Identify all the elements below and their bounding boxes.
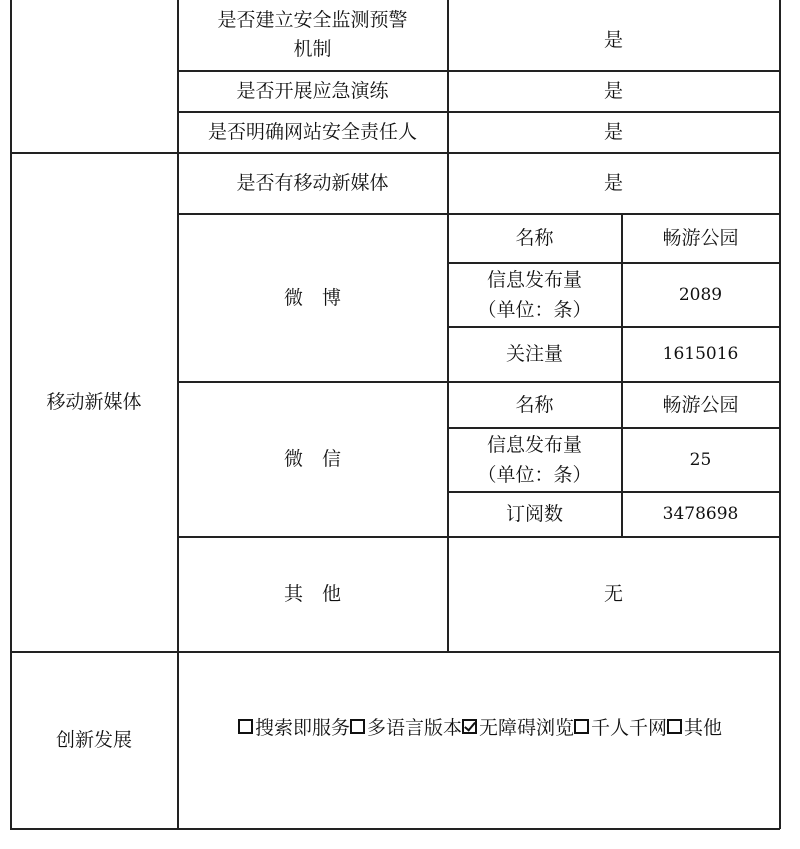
weibo-name-value: 畅游公园 xyxy=(662,227,739,249)
wechat-posts-value: 25 xyxy=(689,449,712,470)
checkbox-unchecked-icon[interactable] xyxy=(238,719,253,734)
weibo-followers-label: 关注量 xyxy=(505,343,563,365)
monitoring-value: 是 xyxy=(603,29,623,51)
option-label: 搜索即服务 xyxy=(254,716,350,739)
responsible-label: 是否明确网站安全责任人 xyxy=(207,121,417,143)
checkbox-unchecked-icon[interactable] xyxy=(574,719,589,734)
innovation-section-label: 创新发展 xyxy=(55,729,132,751)
monitoring-label: 是否建立安全监测预警 机制 xyxy=(217,9,408,60)
option-accessible-browsing[interactable] xyxy=(462,713,574,740)
wechat-name-value: 畅游公园 xyxy=(662,393,739,416)
option-other[interactable] xyxy=(667,713,722,740)
has-new-media-label: 是否有移动新媒体 xyxy=(236,172,389,194)
has-new-media-value: 是 xyxy=(603,172,623,194)
other-value: 无 xyxy=(603,583,623,605)
responsible-value: 是 xyxy=(603,121,623,143)
wechat-posts-label: 信息发布量 （单位：条） xyxy=(477,433,592,486)
weibo-posts-value: 2089 xyxy=(678,284,723,305)
weibo-followers-value: 1615016 xyxy=(662,344,739,364)
checkbox-checked-icon[interactable] xyxy=(462,719,477,734)
checkbox-unchecked-icon[interactable] xyxy=(350,719,365,734)
option-label: 其他 xyxy=(684,716,723,739)
row-line xyxy=(10,828,780,830)
checkbox-unchecked-icon[interactable] xyxy=(667,719,682,734)
new-media-section-label: 移动新媒体 xyxy=(46,391,142,413)
option-label: 千人千网 xyxy=(591,716,668,739)
drill-label: 是否开展应急演练 xyxy=(236,80,389,102)
wechat-name-label: 名称 xyxy=(515,393,554,416)
wechat-subscribers-value: 3478698 xyxy=(662,504,739,524)
other-label: 其 他 xyxy=(283,583,341,605)
option-multilingual[interactable] xyxy=(350,713,462,740)
option-label: 多语言版本 xyxy=(366,716,462,739)
weibo-name-label: 名称 xyxy=(515,227,554,249)
innovation-options xyxy=(180,708,780,744)
weibo-posts-label: 信息发布量 （单位：条） xyxy=(477,268,592,321)
wechat-label: 微 信 xyxy=(283,448,341,470)
option-search-as-service[interactable] xyxy=(238,713,350,740)
wechat-subscribers-label: 订阅数 xyxy=(505,503,563,525)
weibo-label: 微 博 xyxy=(283,286,341,309)
option-personalized[interactable] xyxy=(574,713,667,740)
col-line xyxy=(779,0,781,829)
option-label: 无障碍浏览 xyxy=(478,716,574,739)
drill-value: 是 xyxy=(603,80,623,102)
